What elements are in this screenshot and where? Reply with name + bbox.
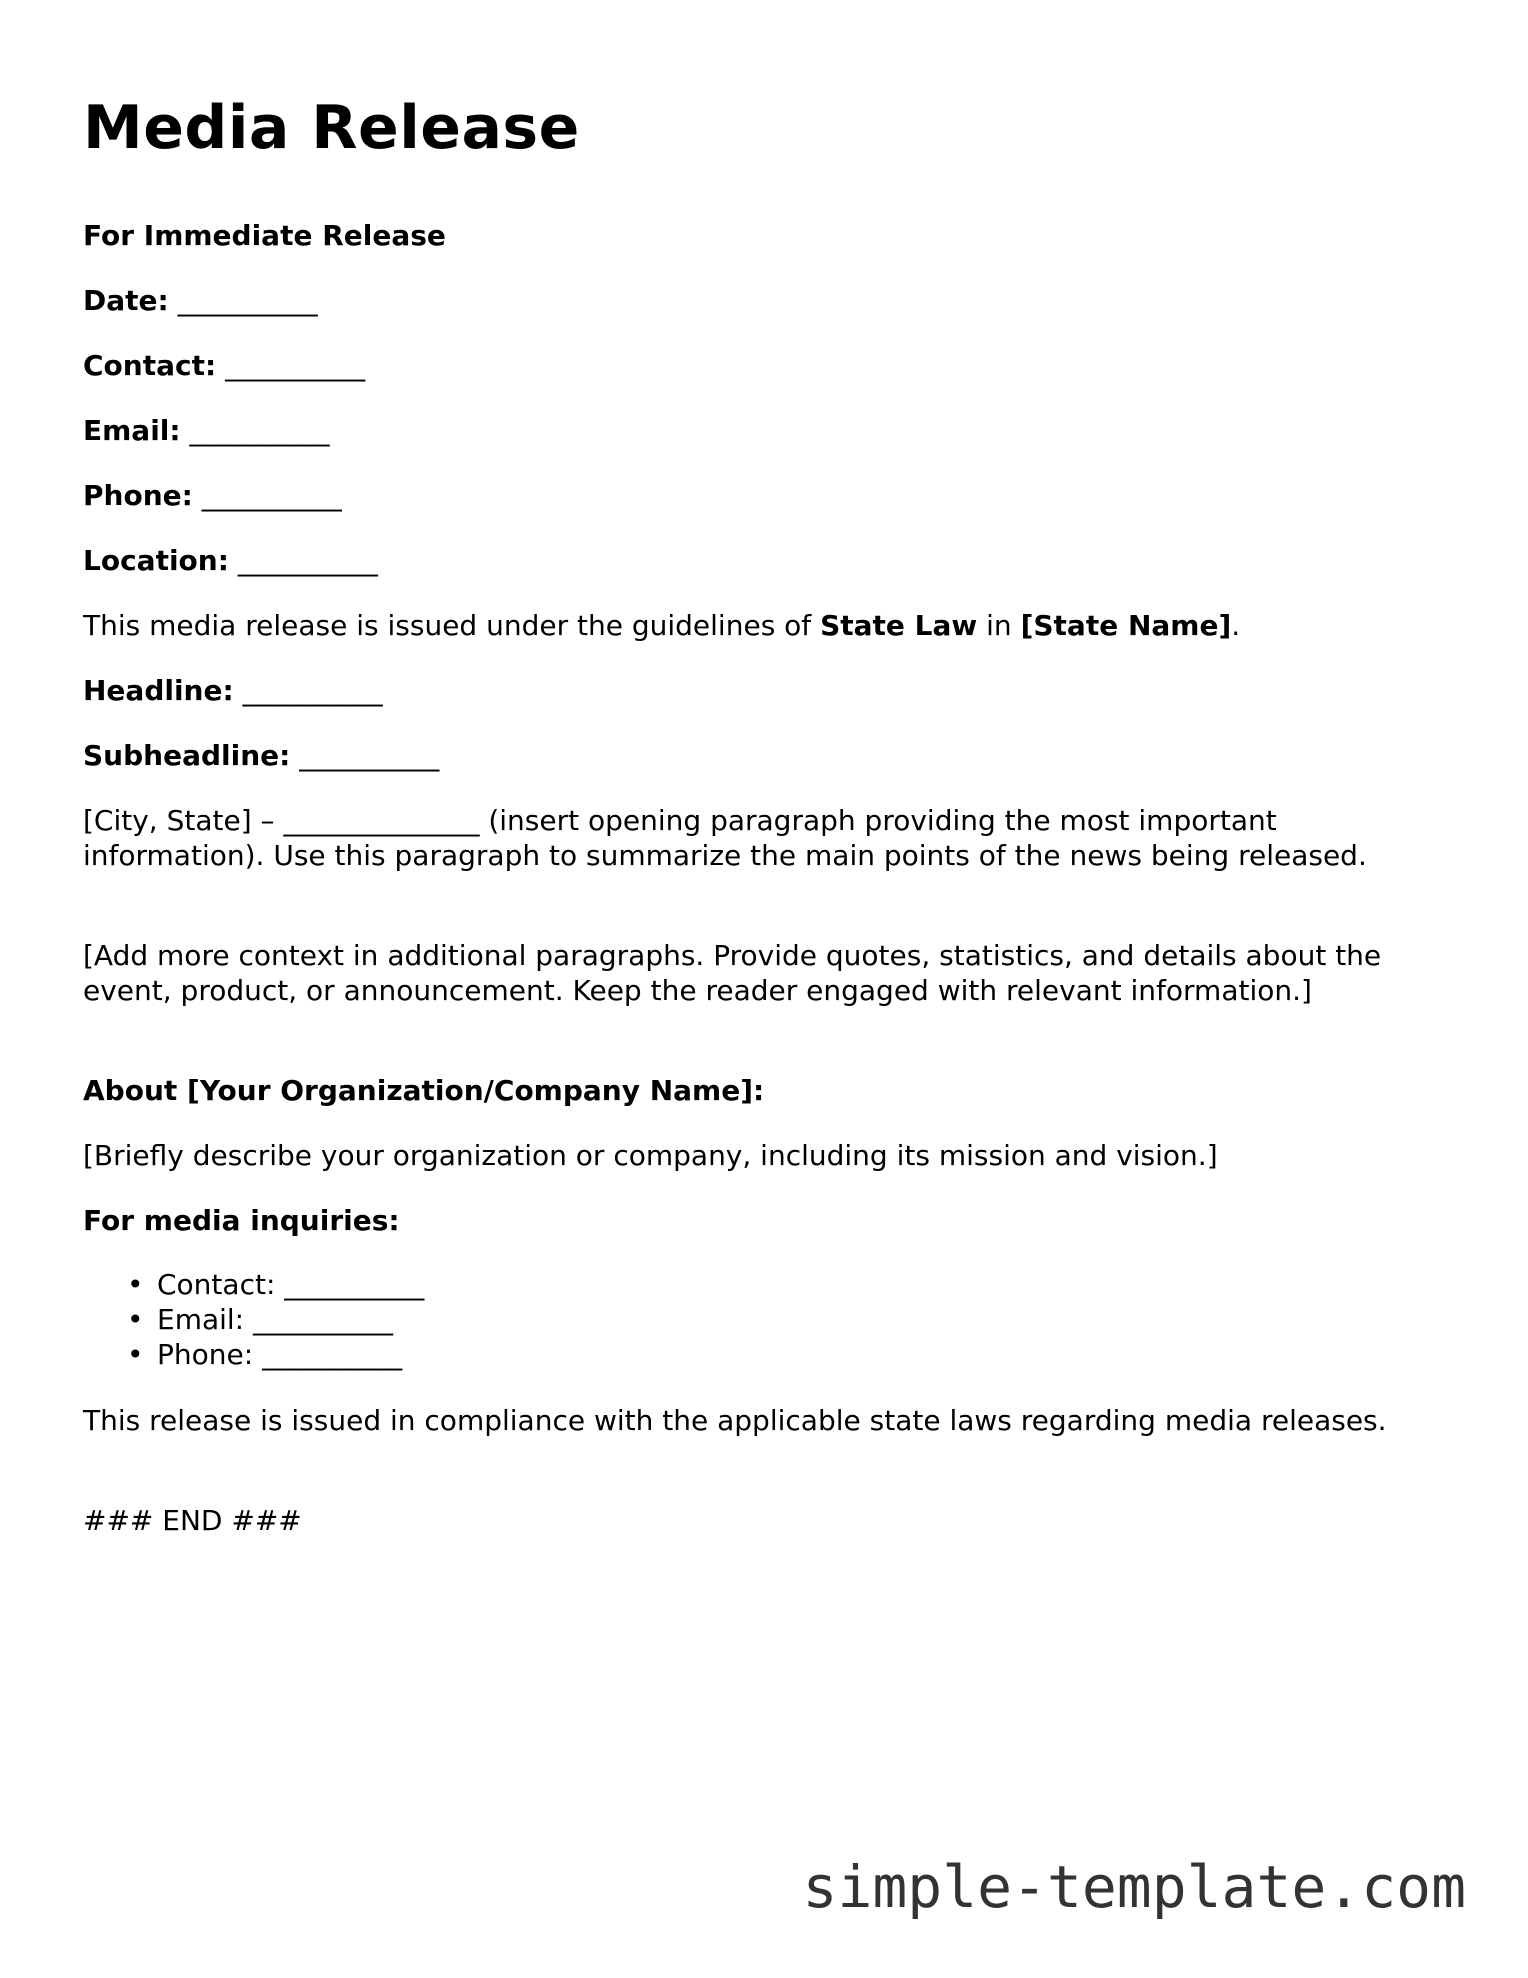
opening-paragraph: [City, State] – ______________ (insert opening paragraph providing the most important information). Use this paragraph to summarize the main points of the news being released. (83, 804, 1367, 872)
about-heading: About [Your Organization/Company Name]: (83, 1074, 765, 1107)
contact-blank[interactable]: __________ (225, 349, 366, 382)
email-field (83, 413, 330, 448)
subheadline-label: Subheadline: (83, 739, 291, 772)
phone-label: Phone: (83, 479, 193, 512)
document-title: Media Release (83, 93, 580, 163)
list-item: • Contact: __________ (127, 1268, 425, 1301)
compliance-text: This release is issued in compliance with the applicable state laws regarding media releases. (83, 1404, 1387, 1437)
date-blank[interactable]: __________ (177, 284, 318, 317)
inquiries-list (83, 1267, 424, 1372)
headline-field (83, 673, 383, 708)
subheadline-blank[interactable]: __________ (299, 739, 440, 772)
phone-field (83, 478, 342, 513)
location-blank[interactable]: __________ (237, 544, 378, 577)
law-name: State Law (820, 609, 978, 642)
inquiries-heading: For media inquiries: (83, 1204, 400, 1237)
bullet-icon: • (127, 1268, 144, 1301)
headline-blank[interactable]: __________ (242, 674, 383, 707)
end-marker: ### END ### (83, 1504, 302, 1537)
watermark: simple-template.com (802, 1853, 1466, 1921)
bullet-icon: • (127, 1338, 144, 1371)
release-type: For Immediate Release (83, 219, 446, 252)
contact-label: Contact: (83, 349, 217, 382)
location-field (83, 543, 378, 578)
date-field (83, 283, 318, 318)
law-statement: This media release is issued under the guidelines of State Law in [State Name]. (83, 609, 1241, 642)
date-label: Date: (83, 284, 169, 317)
location-label: Location: (83, 544, 229, 577)
email-blank[interactable]: __________ (189, 414, 330, 447)
state-name: [State Name] (1020, 609, 1232, 642)
phone-blank[interactable]: __________ (201, 479, 342, 512)
context-paragraph: [Add more context in additional paragraphs. Provide quotes, statistics, and details about the event, product, or announcement. Keep the reader engaged with relevant information.] (83, 939, 1382, 1007)
bullet-icon: • (127, 1303, 144, 1336)
subheadline-field (83, 738, 439, 773)
headline-label: Headline: (83, 674, 234, 707)
email-label: Email: (83, 414, 181, 447)
list-item: • Phone: __________ (127, 1338, 403, 1371)
contact-field (83, 348, 365, 383)
list-item: • Email: __________ (127, 1303, 394, 1336)
about-text: [Briefly describe your organization or company, including its mission and vision.] (83, 1139, 1218, 1172)
